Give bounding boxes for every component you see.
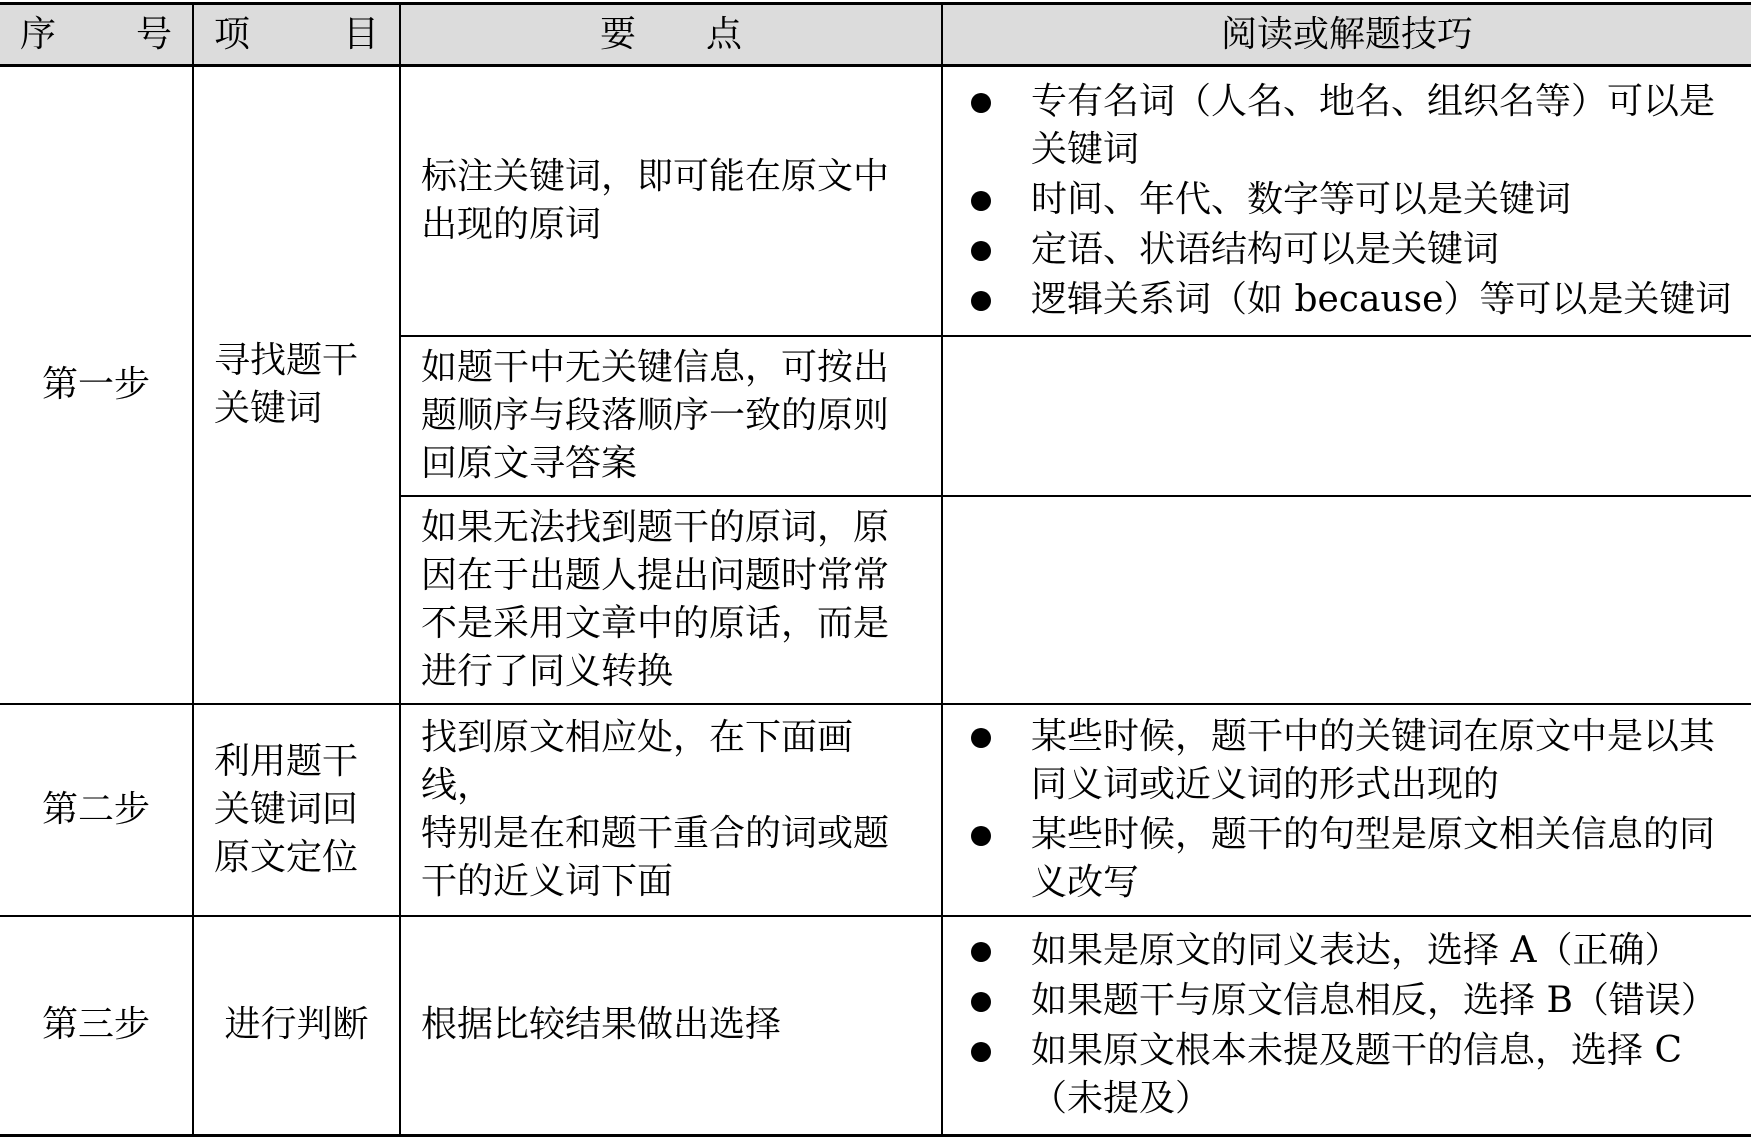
point-line: 不是采用文章中的原话，而是	[421, 602, 890, 644]
point-line: 特别是在和题干重合的词或题	[421, 812, 890, 854]
tips-cell	[942, 916, 1751, 1136]
tip-line: 时间、年代、数字等可以是关键词	[1031, 178, 1572, 220]
tips-cell	[942, 66, 1751, 336]
tip-line: 逻辑关系词（如 because）等可以是关键词	[1031, 278, 1732, 320]
step-cell	[0, 66, 193, 704]
bullet-icon	[971, 728, 991, 748]
tip-item	[969, 276, 1741, 324]
tip-line: 某些时候，题干中的关键词在原文中是以其	[1031, 715, 1716, 757]
item-line: 关键词回	[214, 788, 359, 830]
point-cell	[400, 496, 942, 704]
tip-line: （未提及）	[1031, 1078, 1212, 1120]
tip-item	[969, 226, 1741, 274]
tip-line: 某些时候，题干的句型是原文相关信息的同	[1031, 813, 1716, 855]
point-line: 题顺序与段落顺序一致的原则	[421, 394, 890, 436]
tip-item	[969, 1027, 1741, 1123]
tips-cell	[942, 336, 1751, 496]
tip-item	[969, 176, 1741, 224]
tip-item	[969, 713, 1741, 809]
tip-line: 如果题干与原文信息相反，选择 B（错误）	[1031, 980, 1717, 1022]
table-body	[0, 66, 1751, 1136]
point-cell	[400, 66, 942, 336]
tip-line: 定语、状语结构可以是关键词	[1031, 228, 1500, 270]
point-line: 因在于出题人提出问题时常常	[421, 554, 890, 596]
tip-item	[969, 811, 1741, 907]
item-line: 原文定位	[214, 836, 359, 878]
bullet-icon	[971, 241, 991, 261]
point-line: 如题干中无关键信息，可按出	[421, 346, 890, 388]
table-row	[0, 916, 1751, 1136]
step-label: 第三步	[41, 1004, 150, 1046]
point-line: 标注关键词，即可能在原文中	[421, 155, 890, 197]
tip-item	[969, 927, 1741, 975]
point-line: 回原文寻答案	[421, 442, 638, 484]
tips-cell	[942, 496, 1751, 704]
point-line: 进行了同义转换	[421, 650, 674, 692]
item-line: 关键词	[214, 387, 323, 429]
header-seq: 序 号	[0, 4, 193, 66]
tip-item	[969, 977, 1741, 1025]
point-line: 找到原文相应处，在下面画线，	[421, 716, 854, 806]
bullet-icon	[971, 191, 991, 211]
point-cell	[400, 916, 942, 1136]
item-line: 进行判断	[224, 1004, 369, 1046]
step-cell	[0, 704, 193, 916]
tips-list	[969, 927, 1741, 1123]
point-cell	[400, 336, 942, 496]
header-point: 要 点	[400, 4, 942, 66]
bullet-icon	[971, 942, 991, 962]
tip-line: 义改写	[1031, 861, 1140, 903]
steps-table	[0, 2, 1751, 1137]
tip-line: 如果是原文的同义表达，选择 A（正确）	[1031, 930, 1681, 972]
table-row	[0, 704, 1751, 916]
bullet-icon	[971, 291, 991, 311]
tip-line: 如果原文根本未提及题干的信息，选择 C	[1031, 1030, 1682, 1072]
item-cell	[193, 66, 400, 704]
tip-line: 关键词	[1031, 128, 1140, 170]
tips-list	[969, 78, 1741, 324]
bullet-icon	[971, 93, 991, 113]
tip-line: 同义词或近义词的形式出现的	[1031, 763, 1500, 805]
bullet-icon	[971, 826, 991, 846]
table-header-row	[0, 4, 1751, 66]
point-line: 如果无法找到题干的原词，原	[421, 506, 890, 548]
tip-line: 专有名词（人名、地名、组织名等）可以是	[1031, 80, 1716, 122]
tips-list	[969, 713, 1741, 907]
tip-item	[969, 78, 1741, 174]
bullet-icon	[971, 1042, 991, 1062]
step-label: 第一步	[41, 363, 150, 405]
header-tips: 阅读或解题技巧	[942, 4, 1751, 66]
item-cell	[193, 704, 400, 916]
point-line: 干的近义词下面	[421, 860, 674, 902]
item-cell	[193, 916, 400, 1136]
point-cell	[400, 704, 942, 916]
header-item: 项 目	[193, 4, 400, 66]
item-line: 利用题干	[214, 740, 359, 782]
bullet-icon	[971, 992, 991, 1012]
step-cell	[0, 916, 193, 1136]
point-line: 出现的原词	[421, 203, 602, 245]
item-line: 寻找题干	[214, 339, 359, 381]
point-line: 根据比较结果做出选择	[421, 1004, 782, 1046]
step-label: 第二步	[41, 788, 150, 830]
tips-cell	[942, 704, 1751, 916]
table-row	[0, 66, 1751, 336]
